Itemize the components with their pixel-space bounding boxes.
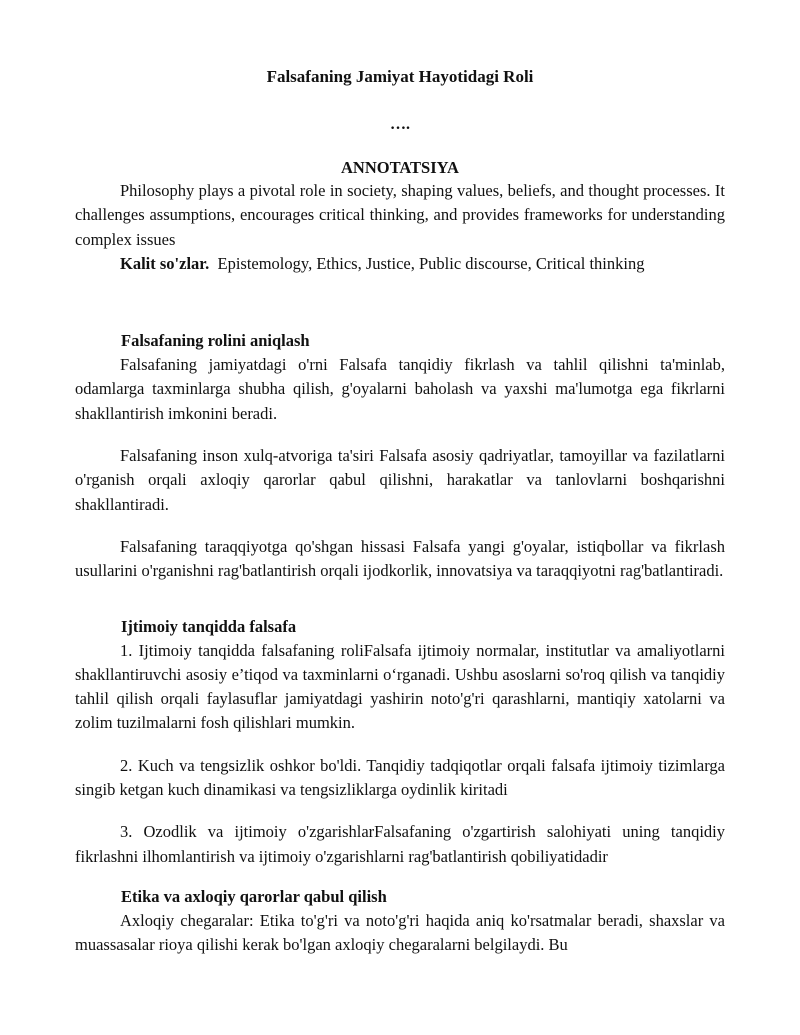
section-heading: Falsafaning rolini aniqlash	[121, 331, 310, 351]
section-paragraph: 2. Kuch va tengsizlik oshkor bo'ldi. Tanqidiy tadqiqotlar orqali falsafa ijtimoiy tizimlarga singib ketgan kuch dinamikasi va tengsizliklarga oydinlik kiritadi	[75, 755, 725, 800]
section-paragraph: 3. Ozodlik va ijtimoiy o'zgarishlarFalsafaning o'zgartirish salohiyati uning tanqidiy fikrlashni ilhomlantirish va ijtimoiy o'zgarishlarni rag'batlantirish qobiliyatidadir	[75, 822, 725, 866]
annotation-text: Philosophy plays a pivotal role in society, shaping values, beliefs, and thought processes. It challenges assumptions, encourages critical thinking, and provides frameworks for understanding complex issues	[75, 181, 725, 249]
section-heading: Etika va axloqiy qarorlar qabul qilish	[121, 886, 387, 906]
section-heading: Ijtimoiy tanqidda falsafa	[121, 616, 297, 636]
keywords-line	[75, 252, 725, 276]
section-paragraph: Falsafaning taraqqiyotga qo'shgan hissasi Falsafa yangi g'oyalar, istiqbollar va fikrlash usullarini o'rganishni rag'batlantirish orqali ijodkorlik, innovatsiya va taraqqiyotni rag'batlantiradi.	[75, 536, 725, 581]
section-paragraph: 1. Ijtimoiy tanqidda falsafaning roliFalsafa ijtimoiy normalar, institutlar va amaliyotlarni shakllantiruvchi asosiy e’tiqod va taxminlarni o‘rganadi. Ushbu asoslarni so'roq qilish va tanqidiy tahlil qilish orqali faylasuflar jamiyatdagi yashirin noto'g'ri qarashlarni, mantiqiy xatolarni va zolim tuzilmalarni fosh qilishlari mumkin.	[75, 640, 725, 733]
section-paragraph: Falsafaning jamiyatdagi o'rni Falsafa tanqidiy fikrlash va tahlil qilishni ta'minlab, odamlarga taxminlarga shubha qilish, g'oyalarni baholash va yaxshi ma'lumotga ega fikrlarni shakllantirish imkonini beradi.	[75, 355, 725, 423]
section-paragraph: Axloqiy chegaralar: Etika to'g'ri va noto'g'ri haqida aniq ko'rsatmalar beradi, shaxslar va muassasalar rioya qilishi kerak bo'lgan axloqiy chegaralarni belgilaydi. Bu	[75, 910, 725, 955]
keywords-label: Kalit so'zlar.	[120, 253, 210, 273]
keywords-text: Epistemology, Ethics, Justice, Public discourse, Critical thinking	[217, 253, 645, 273]
section-paragraph: Falsafaning inson xulq-atvoriga ta'siri Falsafa asosiy qadriyatlar, tamoyillar va fazilatlarni o'rganish orqali axloqiy qarorlar qabul qilishni, harakatlar va tanlovlarni boshqarishni shakllantiradi.	[75, 446, 725, 514]
annotation-heading: ANNOTATSIYA	[341, 158, 459, 177]
document-title: Falsafaning Jamiyat Hayotidagi Roli	[266, 67, 534, 86]
title-ellipsis: ….	[390, 116, 410, 133]
